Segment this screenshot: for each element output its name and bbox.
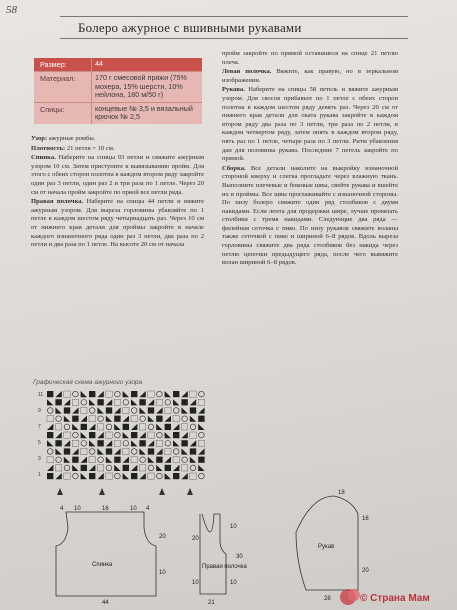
chart-symbol <box>156 407 162 413</box>
chart-symbol <box>198 407 204 413</box>
chart-symbol <box>64 448 70 454</box>
para-head: Рукава. <box>222 86 245 94</box>
sleeve-label: Рукав <box>318 544 335 550</box>
chart-symbol <box>165 473 171 479</box>
chart-symbol <box>190 448 196 454</box>
chart-symbol <box>47 440 53 446</box>
chart-symbol <box>115 473 121 479</box>
row-number: 9 <box>38 408 41 414</box>
back-label: Спинка <box>92 562 113 568</box>
chart-symbol <box>72 457 78 463</box>
para-head: Правая полочка. <box>31 198 84 206</box>
spec-label: Размер: <box>40 60 67 69</box>
dim: 20 <box>159 534 166 540</box>
chart-symbol <box>140 416 146 422</box>
dim: 10 <box>230 524 237 530</box>
chart-symbol <box>72 407 78 413</box>
chart-symbol <box>89 457 95 463</box>
chart-symbol <box>81 391 87 397</box>
chart-symbol <box>199 473 205 479</box>
chart-symbol <box>181 448 187 454</box>
chart-symbol <box>64 465 70 471</box>
chart-symbol <box>157 391 163 397</box>
para-head: Плотность: <box>31 144 66 152</box>
chart-symbol <box>55 407 61 413</box>
chart-symbol <box>64 407 70 413</box>
chart-symbol <box>89 408 95 414</box>
chart-symbol <box>190 465 196 471</box>
chart-symbol <box>181 432 187 438</box>
dim: 16 <box>362 516 369 522</box>
front-label: Правая полочка <box>202 564 247 570</box>
chart-symbol <box>55 473 61 479</box>
chart-symbol <box>173 424 179 430</box>
chart-symbol <box>89 424 95 430</box>
chart-symbol <box>89 440 95 446</box>
knitting-chart <box>40 388 208 482</box>
dim: 10 <box>230 580 237 586</box>
chart-symbol <box>106 391 112 397</box>
chart-symbol <box>165 465 171 471</box>
paragraph-back <box>31 154 204 197</box>
chart-symbol <box>106 399 112 405</box>
arrow-up-icon <box>159 488 165 495</box>
chart-symbol <box>123 432 129 438</box>
chart-symbol <box>173 473 179 479</box>
chart-symbol <box>139 440 145 446</box>
chart-symbol <box>81 457 87 463</box>
chart-symbol <box>115 432 121 438</box>
chart-symbol <box>56 416 62 422</box>
chart-symbol <box>139 465 145 471</box>
para-head: Узор: <box>31 135 48 142</box>
pattern-back <box>46 504 174 606</box>
chart-symbol <box>81 407 87 413</box>
chart-symbol <box>72 448 78 454</box>
chart-symbol <box>64 416 70 422</box>
chart-symbol <box>81 473 87 479</box>
chart-symbol <box>114 457 120 463</box>
chart-symbol <box>81 465 87 471</box>
chart-symbol <box>156 465 162 471</box>
chart-symbol <box>64 457 70 463</box>
chart-symbol <box>190 407 196 413</box>
chart-symbol <box>47 391 53 397</box>
chart-symbol <box>55 391 61 397</box>
chart-symbol <box>73 391 79 397</box>
chart-symbol <box>64 440 70 446</box>
chart-symbol <box>114 407 120 413</box>
watermark-text: © Страна Мам <box>360 593 430 604</box>
chart-symbol <box>173 408 179 414</box>
chart-symbol <box>55 465 61 471</box>
chart-symbol <box>97 465 103 471</box>
chart-symbol <box>73 432 79 438</box>
chart-symbol <box>89 473 95 479</box>
chart-symbol <box>182 416 188 422</box>
chart-symbol <box>148 448 154 454</box>
chart-symbol <box>55 432 61 438</box>
paragraph-assembly <box>222 165 398 268</box>
chart-symbol <box>47 408 53 414</box>
chart-symbol <box>148 440 154 446</box>
spec-row-needles <box>34 103 202 124</box>
chart-symbol <box>114 440 120 446</box>
para-head: Левая полочка. <box>222 68 272 76</box>
chart-symbol <box>165 424 171 430</box>
chart-symbol <box>131 399 137 405</box>
chart-symbol <box>89 416 95 422</box>
chart-symbol <box>97 399 103 405</box>
chart-symbol <box>140 457 146 463</box>
dim: 44 <box>102 600 109 606</box>
chart-symbol <box>156 440 162 446</box>
chart-symbol <box>47 432 53 438</box>
paragraph-right-front <box>31 198 204 250</box>
chart-symbol <box>114 424 120 430</box>
para-text: Наберите на спицы 44 петли и вяжите ажурным узором. Для выреза горловины убавляйте по 1 петле в каждом шестом ряду четырнадцать раз. Через 10 см от нижнего края детали для проймы закройте в начале каждого изнаночного ряда один раз 3 петли, два раза по 2 петли и два раза по 1 петле. На высоте 20 см от начала <box>31 198 204 249</box>
chart-symbol <box>190 424 196 430</box>
arrow-up-icon <box>99 488 105 495</box>
row-number: 5 <box>38 440 41 446</box>
chart-symbol <box>123 457 129 463</box>
chart-symbol <box>97 407 103 413</box>
chart-symbol <box>157 432 163 438</box>
chart-symbol <box>198 465 204 471</box>
dim: 20 <box>362 568 369 574</box>
chart-symbol <box>148 416 154 422</box>
chart-symbol <box>131 432 137 438</box>
chart-symbol <box>139 407 145 413</box>
chart-symbol <box>198 399 204 405</box>
dim: 4 <box>60 506 64 512</box>
dim: 16 <box>102 506 109 512</box>
chart-symbol <box>190 440 196 446</box>
chart-symbol <box>64 399 70 405</box>
chart-symbol <box>47 449 53 455</box>
chart-symbol <box>131 457 137 463</box>
chart-symbol <box>148 391 154 397</box>
chart-symbol <box>181 399 187 405</box>
dim: 18 <box>338 490 345 496</box>
chart-symbol <box>115 391 121 397</box>
chart-symbol <box>123 391 129 397</box>
arrow-up-icon <box>187 488 193 495</box>
chart-symbol <box>198 416 204 422</box>
chart-symbol <box>181 440 187 446</box>
para-text: Наберите на спицы 58 петель и вяжите ажурным узором. Для скосов прибавьте по 1 петле с обеих сторон полотна в каждом шестом ряду девять раз. Через 20 см от нижнего края детали для окатa рукава закройте в каждом втором ряду два раза по 3 петли, три раза по 2 петли, в каждом четвертом ряду, затем опять в каждом втором ряду, пять раз по 1 петле, четыре раза по 3 петли. Ритм убавления дан для половины рукава. Последние 7 петель закройте по прямой. <box>222 86 398 163</box>
page-number: 58 <box>6 4 17 16</box>
chart-symbol <box>123 473 129 479</box>
spec-value: 44 <box>91 58 202 71</box>
chart-symbol <box>81 441 87 447</box>
chart-symbol <box>81 416 87 422</box>
row-number: 11 <box>38 392 44 398</box>
chart-symbol <box>114 399 120 405</box>
chart-symbol <box>148 407 154 413</box>
chart-symbol <box>47 416 53 422</box>
chart-symbol <box>148 473 154 479</box>
chart-symbol <box>72 416 78 422</box>
chart-symbol <box>72 465 78 471</box>
dim: 10 <box>74 506 81 512</box>
chart-symbol <box>89 449 95 455</box>
chart-symbol <box>173 457 179 463</box>
para-text: пройм закройте по прямой оставшиеся на спице 21 петлю плеча. <box>222 50 398 66</box>
chart-symbol <box>123 448 129 454</box>
chart-symbol <box>165 407 171 413</box>
chart-symbol <box>131 473 137 479</box>
chart-symbol <box>131 391 137 397</box>
chart-symbol <box>114 416 120 422</box>
dim: 30 <box>236 554 243 560</box>
chart-symbol <box>81 400 87 406</box>
chart-symbol <box>157 473 163 479</box>
chart-symbol <box>198 424 204 430</box>
chart-symbol <box>47 399 53 405</box>
chart-symbol <box>106 448 112 454</box>
paragraph-pattern <box>31 135 204 144</box>
row-number: 1 <box>38 472 41 478</box>
chart-symbol <box>139 448 145 454</box>
chart-symbol <box>55 440 61 446</box>
spec-label: Спицы: <box>40 104 65 114</box>
chart-symbol <box>72 424 78 430</box>
chart-symbol <box>123 424 129 430</box>
watermark-logo <box>338 586 456 608</box>
dim: 21 <box>208 600 215 606</box>
chart-symbol <box>173 449 179 455</box>
chart-symbol <box>131 449 137 455</box>
chart-symbol <box>198 448 204 454</box>
chart-symbol <box>89 465 95 471</box>
chart-symbol <box>156 457 162 463</box>
row-number: 7 <box>38 424 41 430</box>
chart-symbol <box>81 424 87 430</box>
chart-symbol <box>123 416 129 422</box>
chart-symbol <box>47 465 53 471</box>
dim: 4 <box>146 506 150 512</box>
chart-symbol <box>89 391 95 397</box>
chart-symbol <box>64 432 70 438</box>
chart-symbol <box>148 465 154 471</box>
chart-symbol <box>81 432 87 438</box>
chart-symbol <box>97 424 103 430</box>
chart-symbol <box>131 424 137 430</box>
chart-symbol <box>181 473 187 479</box>
chart-symbol <box>156 424 162 430</box>
chart-symbol <box>89 432 95 438</box>
chart-symbol <box>139 391 145 397</box>
chart-symbol <box>165 400 171 406</box>
chart-symbol <box>156 416 162 422</box>
right-column <box>222 50 398 269</box>
chart-symbol <box>181 424 187 430</box>
chart-symbol <box>173 432 179 438</box>
chart-symbol <box>131 416 137 422</box>
chart-symbol <box>165 441 171 447</box>
chart-symbol <box>114 465 120 471</box>
spec-value: 170 г смесовой пряжи (75% мохера, 15% шерсти, 10% нейлона, 180 м/50 г) <box>91 72 202 102</box>
chart-symbol <box>72 440 78 446</box>
chart-symbol <box>198 440 204 446</box>
left-column <box>31 135 204 251</box>
paragraph-left-front <box>222 68 398 85</box>
chart-symbol <box>190 416 196 422</box>
chart-symbol <box>190 457 196 463</box>
para-text: Вяжите, как правую, но в зеркальном изображении. <box>222 68 398 84</box>
chart-symbol <box>165 448 171 454</box>
chart-repeat-arrows <box>40 486 208 496</box>
chart-symbol <box>182 457 188 463</box>
chart-symbol <box>139 399 145 405</box>
chart-symbol <box>97 448 103 454</box>
chart-symbol <box>106 440 112 446</box>
spec-row-material <box>34 72 202 103</box>
chart-symbol <box>173 440 179 446</box>
chart-symbol <box>106 432 112 438</box>
dim: 20 <box>192 536 199 542</box>
dim: 10 <box>130 506 137 512</box>
chart-symbol <box>165 416 171 422</box>
chart-symbol <box>97 440 103 446</box>
arrow-up-icon <box>57 488 63 495</box>
chart-symbol <box>131 408 137 414</box>
para-text: ажурные ромбы. <box>47 135 96 142</box>
chart-symbol <box>47 473 53 479</box>
para-text: Наберите на спицы 93 петли и свяжите ажурным узором 10 см. Затем приступите к вывязыванию пройм. Для этого с обеих сторон полотна в каждом втором ряду закройте один раз 3 петли, один раз 2 и три раза по 1 петле. Через 20 см от начала пройм закройте по пряой все петли ряда. <box>31 154 204 196</box>
chart-symbol <box>173 399 179 405</box>
chart-symbol <box>123 400 129 406</box>
chart-symbol <box>148 424 154 430</box>
chart-symbol <box>73 473 79 479</box>
scheme-caption: Графическая схема ажурного узора <box>33 379 143 386</box>
chart-symbol <box>199 432 205 438</box>
chart-symbol <box>81 448 87 454</box>
chart-symbol <box>55 399 61 405</box>
chart-symbol <box>190 399 196 405</box>
chart-symbol <box>72 399 78 405</box>
spec-value: концевые № 3,5 и вязальный крючок № 2,5 <box>91 103 202 124</box>
chart-symbol <box>139 432 145 438</box>
chart-symbol <box>106 457 112 463</box>
chart-symbol <box>198 457 204 463</box>
chart-symbol <box>97 391 103 397</box>
chart-symbol <box>139 473 145 479</box>
para-text: 21 петля = 10 см. <box>65 144 115 152</box>
chart-symbol <box>131 465 137 471</box>
chart-symbol <box>165 391 171 397</box>
para-head: Сборка. <box>222 164 246 172</box>
para-text: Все детали наколите на выкройку изнаночной стороной кверху и слегка прогладьте через влажную ткань. Выполните плечевые и боковые швы, свейте рукава и вшейте их в проймы. Все швы проглаживайте с изнаночной стороны. По низу болеро свяжите один ряд столбиков с двумя накидами. Если лента для продержки шире, лучше провязать столбики с тремя накидами. Следующие два ряда — филейная сеточка с пико. По низу рукавов свяжите воланы также сеточкой с пико и шириной 6–8 рядов. Вдоль выреза горловины свяжите два ряда столбиков без накида через петлю цепочки предыдущего ряда, после чего вывяжите волан шириной 6–8 рядов. <box>222 164 398 267</box>
chart-symbol <box>55 424 61 430</box>
dim: 10 <box>192 580 199 586</box>
page-title: Болеро ажурное с вшивными рукавами <box>60 16 408 39</box>
chart-symbol <box>98 416 104 422</box>
chart-symbol <box>148 432 154 438</box>
chart-symbol <box>55 448 61 454</box>
chart-symbol <box>173 391 179 397</box>
chart-symbol <box>190 473 196 479</box>
chart-symbol <box>114 448 120 454</box>
chart-symbol <box>106 473 112 479</box>
chart-symbol <box>156 399 162 405</box>
chart-symbol <box>98 457 104 463</box>
chart-symbol <box>181 465 187 471</box>
chart-symbol <box>106 424 112 430</box>
chart-symbol <box>106 407 112 413</box>
chart-symbol <box>148 399 154 405</box>
chart-symbol <box>123 465 129 471</box>
paragraph-cont <box>222 50 398 67</box>
chart-symbol <box>123 407 129 413</box>
chart-symbol <box>190 391 196 397</box>
chart-symbol <box>181 391 187 397</box>
chart-symbol <box>173 465 179 471</box>
spec-label: Материал: <box>40 74 76 83</box>
chart-symbol <box>97 432 103 438</box>
chart-symbol <box>106 465 112 471</box>
chart-symbol <box>64 473 70 479</box>
para-head: Спинка. <box>31 154 56 162</box>
chart-symbol <box>156 448 162 454</box>
dim: 10 <box>159 570 166 576</box>
chart-symbol <box>199 391 205 397</box>
spec-row-size <box>34 58 202 72</box>
chart-symbol <box>64 391 70 397</box>
chart-symbol <box>106 416 112 422</box>
chart-symbol <box>47 424 53 430</box>
chart-symbol <box>64 424 70 430</box>
chart-symbol <box>47 457 53 463</box>
chart-symbol <box>165 432 171 438</box>
chart-symbol <box>173 416 179 422</box>
chart-symbol <box>139 424 145 430</box>
chart-symbol <box>181 407 187 413</box>
row-number: 3 <box>38 456 41 462</box>
chart-symbol <box>148 457 154 463</box>
paragraph-sleeves <box>222 86 398 163</box>
pattern-front <box>190 510 270 606</box>
chart-symbol <box>89 399 95 405</box>
chart-symbol <box>190 432 196 438</box>
chart-symbol <box>123 441 129 447</box>
chart-symbol <box>165 457 171 463</box>
spec-table <box>34 58 202 124</box>
chart-symbol <box>131 440 137 446</box>
chart-symbol <box>97 473 103 479</box>
dim: 28 <box>324 596 331 602</box>
chart-symbol <box>56 457 62 463</box>
paragraph-gauge <box>31 145 204 154</box>
